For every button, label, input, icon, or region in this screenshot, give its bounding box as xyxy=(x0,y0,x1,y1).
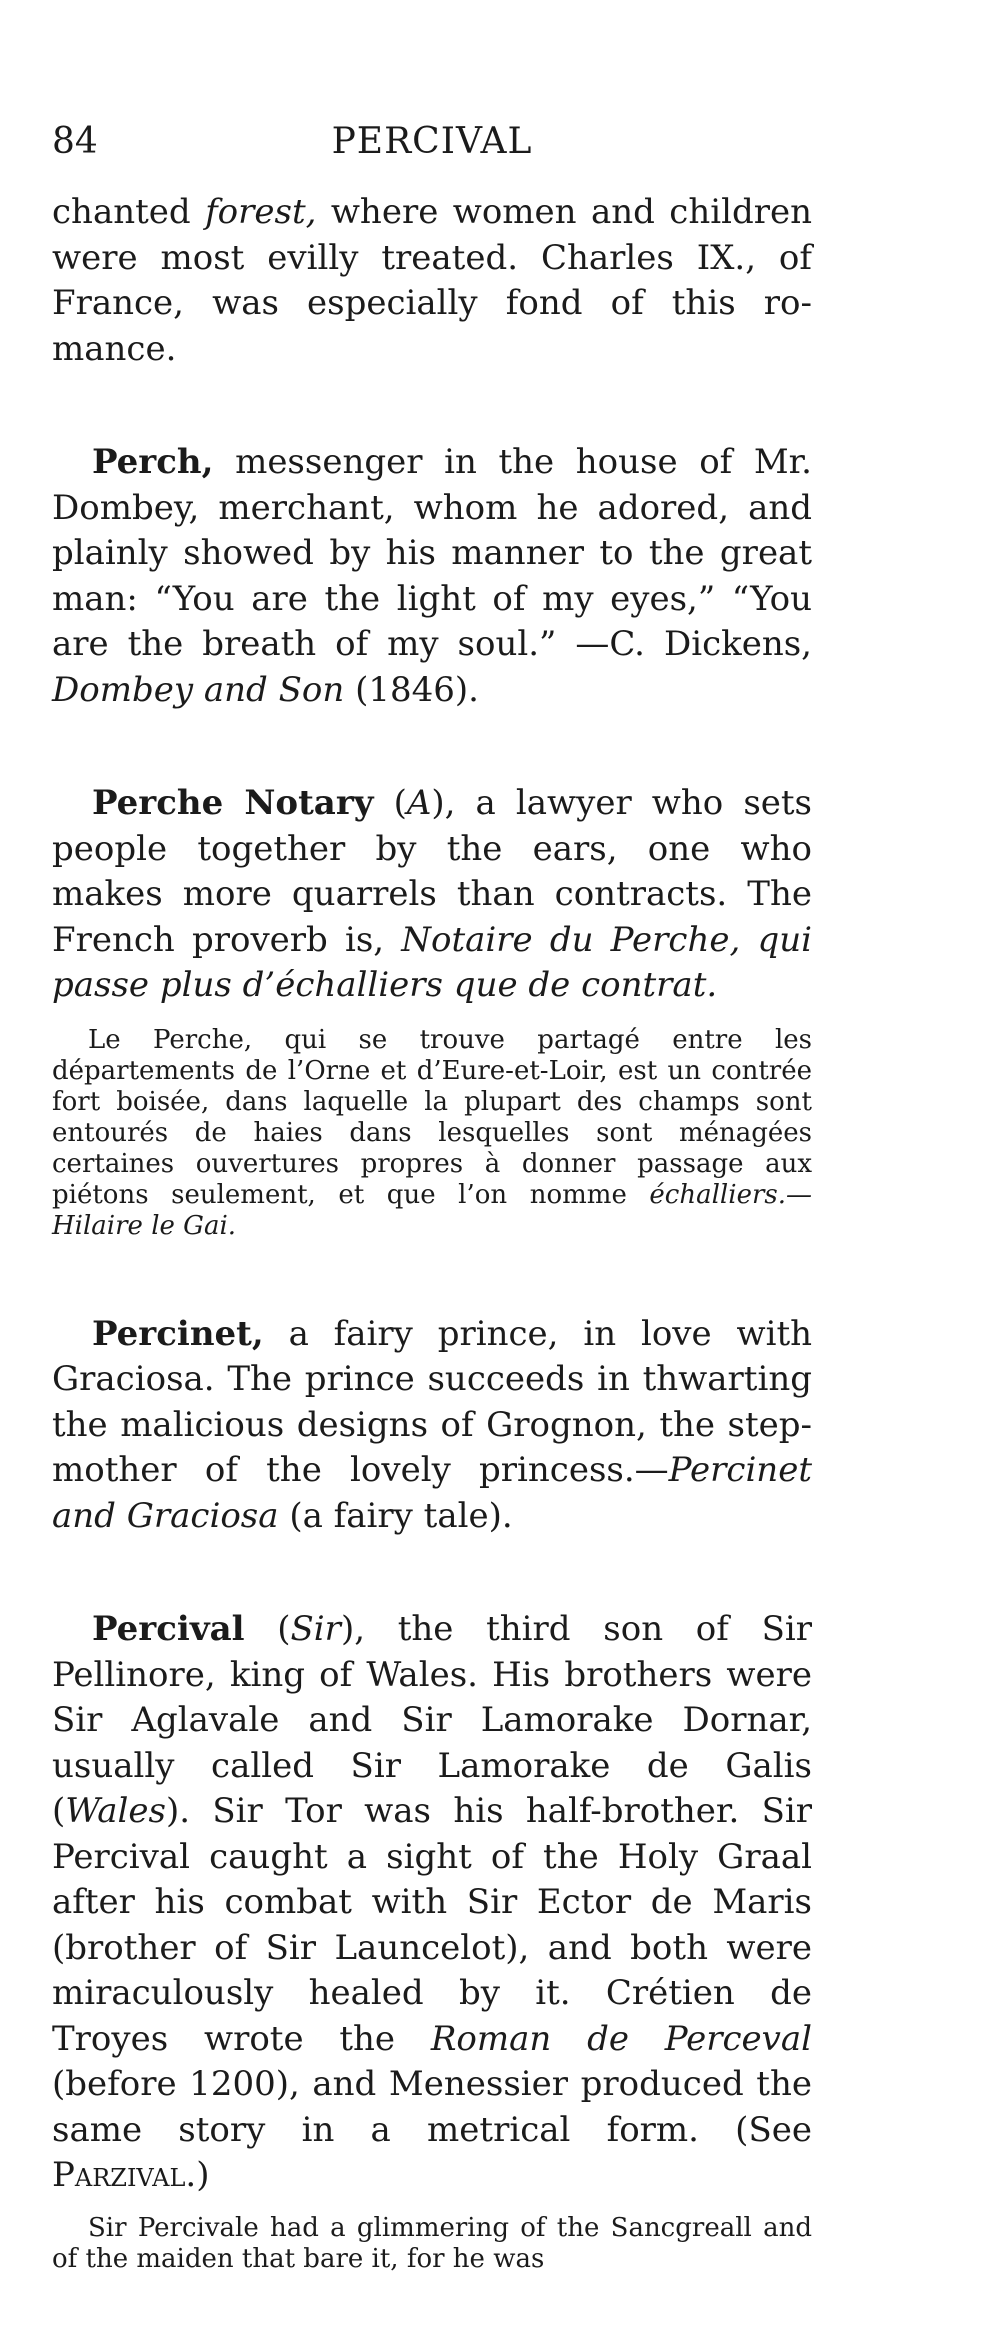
running-title: PERCIVAL xyxy=(331,121,533,162)
italic-text: Roman de Perceval xyxy=(430,2018,812,2059)
headword: Percinet, xyxy=(92,1313,264,1354)
page-number: 84 xyxy=(52,121,98,162)
percivale-quotation xyxy=(52,2213,812,2275)
italic-text: A xyxy=(406,783,432,823)
italic-text: Notaire du Perche, qui passe plus d’échalliers que de contrat. xyxy=(52,919,812,1005)
italic-text: Wales xyxy=(65,1791,166,1831)
body-text: ( xyxy=(244,1609,291,1649)
headword: Perche Notary xyxy=(92,783,374,823)
body-text: (a fairy tale). xyxy=(278,1495,513,1536)
headword: Perch, xyxy=(92,442,214,482)
italic-text: échalliers.—Hilaire le Gai. xyxy=(52,1179,812,1241)
page xyxy=(52,112,812,2275)
entry-percival xyxy=(52,1607,812,2199)
entry-text xyxy=(52,190,812,372)
italic-text: Dombey and Son xyxy=(52,669,345,710)
french-quotation xyxy=(52,1025,812,1242)
body-text: ). Sir Tor was his half-brother. Sir Percival caught a sight of the Holy Graal after his combat with Sir Ector de Maris (brother of Sir Launcelot), and both were miraculously healed by it. Crétien de Troyes wrote the xyxy=(52,1791,812,2059)
entry-perch xyxy=(52,440,812,713)
italic-text: Sir xyxy=(290,1609,341,1649)
body-text: messenger in the house of Mr. Dombey, merchant, whom he adored, and plainly showed by his manner to the great man: “You are the light of my eyes,” “You are the breath of my soul.” —C. Dickens, xyxy=(52,442,812,664)
body-text: .) xyxy=(185,2155,210,2195)
running-head xyxy=(52,112,812,172)
body-text: (before 1200), and Menessier produced the same story in a metrical form. (See xyxy=(52,2064,812,2150)
body-text: (1846). xyxy=(344,669,479,710)
body-text: ), the third son of Sir Pellinore, king of Wales. His brothers were Sir Aglavale and Sir Lamorake Dornar, usually called Sir Lamorake de Galis ( xyxy=(52,1609,812,1831)
body-text: Sir Percivale had a glimmering of the Sancgreall and of the maiden that bare it, for he was xyxy=(52,2212,812,2274)
italic-text: Percinet and Graciosa xyxy=(52,1450,812,1536)
entry-perche-notary xyxy=(52,781,812,1009)
italic-text: forest, xyxy=(205,192,317,232)
body-text: ), a lawyer who sets people together by the ears, one who makes more quarrels than contracts. The French proverb is, xyxy=(52,783,813,960)
body-text: ( xyxy=(373,783,407,823)
small-caps-text: Parzival xyxy=(52,2155,186,2195)
headword: Percival xyxy=(92,1609,245,1649)
body-text: chanted xyxy=(52,192,206,232)
body-text: where women and children were most evilly treated. Charles IX., of France, was especially fond of this romance. xyxy=(52,192,812,369)
body-text: Le Perche, qui se trouve partagé entre les départements de l’Orne et d’Eure-et-Loir, est un contrée fort boisée, dans laquelle la plupart des champs sont entourés de haies dans lesquelles sont ménagées certaines ouvertures propres à donner passage aux piétons seulement, et que l’on nomme xyxy=(52,1024,812,1210)
entry-percinet xyxy=(52,1312,812,1540)
body-text: a fairy prince, in love with Graciosa. The prince succeeds in thwarting the malicious designs of Grognon, the step-mother of the lovely princess.— xyxy=(52,1313,812,1490)
